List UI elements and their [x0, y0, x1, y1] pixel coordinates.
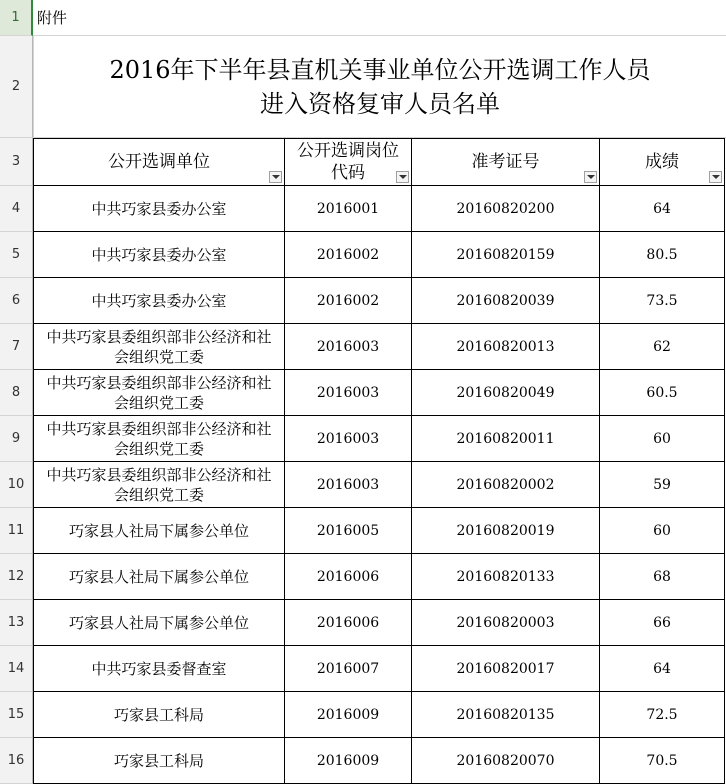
cell-score[interactable]: 66: [600, 600, 725, 646]
cell-unit[interactable]: [33, 738, 285, 784]
header-score[interactable]: [600, 138, 725, 186]
cell-unit[interactable]: [33, 554, 285, 600]
unit-text-line1: 巧家县工科局: [113, 705, 204, 724]
page-title: [109, 53, 650, 121]
cell-unit[interactable]: [33, 278, 285, 324]
cell-unit[interactable]: [33, 462, 285, 508]
header-unit-label: 公开选调单位: [108, 152, 210, 172]
cell-unit[interactable]: [33, 692, 285, 738]
filter-dropdown-icon[interactable]: [584, 171, 597, 183]
cell-score[interactable]: 80.5: [600, 232, 725, 278]
unit-text-line1: 巧家县人社局下属参公单位: [68, 613, 249, 632]
unit-text-line1: 中共巧家县委办公室: [91, 199, 227, 218]
row-header-3[interactable]: 3: [0, 138, 33, 186]
unit-text-line1: 巧家县人社局下属参公单位: [68, 521, 249, 540]
cell-code[interactable]: 2016002: [285, 278, 412, 324]
unit-text-line1: 巧家县工科局: [113, 751, 204, 770]
cell-ticket[interactable]: 20160820019: [412, 508, 600, 554]
row-header-5[interactable]: 5: [0, 232, 33, 278]
cell-code[interactable]: 2016009: [285, 738, 412, 784]
cell-code[interactable]: 2016003: [285, 416, 412, 462]
cell-score[interactable]: 70.5: [600, 738, 725, 784]
row-header-15[interactable]: 15: [0, 692, 33, 738]
cell-score[interactable]: 73.5: [600, 278, 725, 324]
row-header-16[interactable]: 16: [0, 738, 33, 784]
cell-ticket[interactable]: 20160820070: [412, 738, 600, 784]
row-header-8[interactable]: 8: [0, 370, 33, 416]
cell-unit[interactable]: [33, 508, 285, 554]
cell-unit[interactable]: [33, 232, 285, 278]
cell-score[interactable]: 62: [600, 324, 725, 370]
cell-ticket[interactable]: 20160820159: [412, 232, 600, 278]
unit-text-line1: 中共巧家县委办公室: [91, 245, 227, 264]
cell-score[interactable]: 59: [600, 462, 725, 508]
row-header-12[interactable]: 12: [0, 554, 33, 600]
cell-score[interactable]: 72.5: [600, 692, 725, 738]
cell-ticket[interactable]: 20160820002: [412, 462, 600, 508]
cell-ticket[interactable]: 20160820011: [412, 416, 600, 462]
row-header-2[interactable]: 2: [0, 36, 33, 138]
cell-code[interactable]: 2016003: [285, 462, 412, 508]
cell-code[interactable]: 2016001: [285, 186, 412, 232]
cell-unit[interactable]: [33, 324, 285, 370]
cell-code[interactable]: 2016005: [285, 508, 412, 554]
unit-text-line1: 中共巧家县委督查室: [91, 659, 227, 678]
cell-score[interactable]: 60: [600, 416, 725, 462]
row-header-13[interactable]: 13: [0, 600, 33, 646]
row-header-6[interactable]: 6: [0, 278, 33, 324]
cell-code[interactable]: 2016002: [285, 232, 412, 278]
title-cell[interactable]: [33, 36, 726, 138]
cell-unit[interactable]: [33, 600, 285, 646]
cell-code[interactable]: 2016003: [285, 370, 412, 416]
row-header-1[interactable]: 1: [0, 0, 33, 36]
row-header-7[interactable]: 7: [0, 324, 33, 370]
title-line-1: 2016年下半年县直机关事业单位公开选调工作人员: [109, 55, 651, 84]
header-unit[interactable]: [33, 138, 285, 186]
header-score-label: 成绩: [645, 152, 679, 172]
header-ticket-label: 准考证号: [471, 152, 540, 172]
cell-score[interactable]: 64: [600, 186, 725, 232]
cell-code[interactable]: 2016007: [285, 646, 412, 692]
cell-ticket[interactable]: 20160820135: [412, 692, 600, 738]
cell-unit[interactable]: [33, 646, 285, 692]
unit-text-line1: 中共巧家县委组织部非公经济和社: [46, 419, 272, 438]
cell-ticket[interactable]: 20160820017: [412, 646, 600, 692]
attachment-label: 附件: [37, 9, 68, 27]
cell-code[interactable]: 2016006: [285, 600, 412, 646]
unit-text-line1: 中共巧家县委办公室: [91, 291, 227, 310]
cell-score[interactable]: 68: [600, 554, 725, 600]
cell-unit[interactable]: [33, 370, 285, 416]
unit-text-line1: 巧家县人社局下属参公单位: [68, 567, 249, 586]
unit-text-line2: 会组织党工委: [113, 485, 204, 504]
unit-text-line2: 会组织党工委: [113, 439, 204, 458]
cell-ticket[interactable]: 20160820039: [412, 278, 600, 324]
cell-code[interactable]: 2016009: [285, 692, 412, 738]
cell-unit[interactable]: [33, 416, 285, 462]
filter-dropdown-icon[interactable]: [269, 171, 282, 183]
unit-text-line2: 会组织党工委: [113, 347, 204, 366]
row-header-4[interactable]: 4: [0, 186, 33, 232]
cell-unit[interactable]: [33, 186, 285, 232]
unit-text-line1: 中共巧家县委组织部非公经济和社: [46, 373, 272, 392]
cell-ticket[interactable]: 20160820013: [412, 324, 600, 370]
row-header-14[interactable]: 14: [0, 646, 33, 692]
unit-text-line1: 中共巧家县委组织部非公经济和社: [46, 465, 272, 484]
cell-ticket[interactable]: 20160820049: [412, 370, 600, 416]
cell-code[interactable]: 2016006: [285, 554, 412, 600]
unit-text-line1: 中共巧家县委组织部非公经济和社: [46, 327, 272, 346]
header-ticket[interactable]: [412, 138, 600, 186]
filter-dropdown-icon[interactable]: [709, 171, 722, 183]
title-line-2: 进入资格复审人员名单: [259, 89, 500, 118]
header-position-code[interactable]: [285, 138, 412, 186]
cell-ticket[interactable]: 20160820200: [412, 186, 600, 232]
filter-dropdown-icon[interactable]: [396, 171, 409, 183]
cell-score[interactable]: 60.5: [600, 370, 725, 416]
cell-score[interactable]: 64: [600, 646, 725, 692]
row-header-11[interactable]: 11: [0, 508, 33, 554]
cell-ticket[interactable]: 20160820133: [412, 554, 600, 600]
unit-text-line2: 会组织党工委: [113, 393, 204, 412]
row-header-9[interactable]: 9: [0, 416, 33, 462]
header-position-code-line1: 公开选调岗位: [297, 141, 399, 161]
cell-ticket[interactable]: 20160820003: [412, 600, 600, 646]
cell-code[interactable]: 2016003: [285, 324, 412, 370]
attachment-label-cell[interactable]: [33, 0, 726, 36]
cell-score[interactable]: 60: [600, 508, 725, 554]
row-header-10[interactable]: 10: [0, 462, 33, 508]
header-position-code-line2: 代码: [331, 163, 365, 183]
